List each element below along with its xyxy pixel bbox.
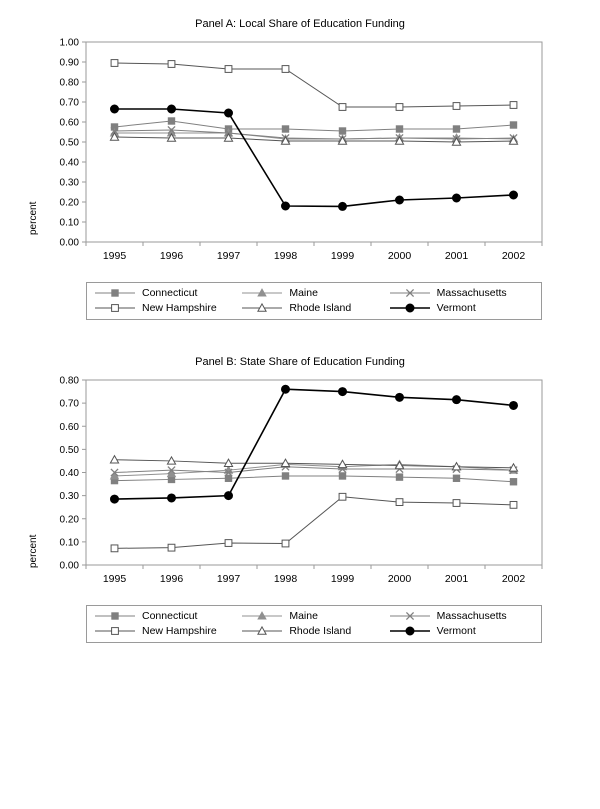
legend-label: Connecticut — [142, 287, 198, 299]
svg-text:1998: 1998 — [273, 250, 298, 262]
legend-marker-triangle-filled-icon — [240, 610, 284, 622]
svg-text:0.30: 0.30 — [59, 491, 79, 503]
svg-text:2001: 2001 — [444, 250, 469, 262]
svg-text:0.10: 0.10 — [59, 537, 79, 549]
svg-text:0.70: 0.70 — [59, 97, 79, 109]
svg-text:1.00: 1.00 — [59, 37, 79, 49]
legend-item — [388, 610, 535, 622]
svg-text:1995: 1995 — [102, 250, 127, 262]
legend-label: Massachusetts — [436, 610, 507, 622]
svg-text:0.70: 0.70 — [59, 398, 79, 410]
legend-item — [240, 610, 387, 622]
svg-text:0.50: 0.50 — [59, 444, 79, 456]
svg-text:0.00: 0.00 — [59, 560, 79, 572]
legend-marker-triangle-open-icon — [240, 302, 284, 314]
legend-marker-cross-x-icon — [388, 287, 432, 299]
panel-b-chart — [0, 368, 600, 603]
legend-item — [240, 302, 387, 314]
legend-marker-triangle-open-icon — [240, 625, 284, 637]
legend-label: New Hampshire — [142, 302, 217, 314]
svg-text:0.40: 0.40 — [59, 157, 79, 169]
legend-item — [93, 302, 240, 314]
panel-b-ylabel: percent — [28, 534, 39, 568]
svg-text:0.40: 0.40 — [59, 468, 79, 479]
legend-label: New Hampshire — [142, 625, 217, 637]
svg-text:0.00: 0.00 — [59, 237, 79, 249]
panel-b-plot — [0, 368, 600, 603]
svg-text:2000: 2000 — [387, 250, 412, 262]
svg-text:0.80: 0.80 — [59, 77, 79, 89]
legend-marker-square-open-icon — [93, 625, 137, 637]
legend-marker-circle-filled-icon — [388, 625, 432, 637]
svg-text:2002: 2002 — [501, 573, 526, 585]
legend-marker-circle-filled-icon — [388, 302, 432, 314]
legend-item — [93, 610, 240, 622]
svg-text:0.30: 0.30 — [59, 177, 79, 189]
panel-a-title: Panel A: Local Share of Education Funding — [195, 18, 405, 30]
svg-text:0.10: 0.10 — [59, 217, 79, 229]
legend-marker-square-open-icon — [93, 302, 137, 314]
svg-text:0.20: 0.20 — [59, 197, 79, 209]
panel-b — [0, 356, 600, 643]
panel-a-chart — [0, 30, 600, 280]
legend-marker-triangle-filled-icon — [240, 287, 284, 299]
svg-text:0.20: 0.20 — [59, 514, 79, 526]
svg-text:1998: 1998 — [273, 573, 298, 585]
legend-label: Vermont — [436, 302, 476, 314]
svg-text:1999: 1999 — [330, 573, 355, 585]
legend-marker-square-filled-icon — [93, 287, 137, 299]
legend-label: Massachusetts — [436, 287, 507, 299]
panel-b-title: Panel B: State Share of Education Funding — [195, 356, 405, 368]
legend-label: Vermont — [436, 625, 476, 637]
legend-label: Connecticut — [142, 610, 198, 622]
svg-text:0.50: 0.50 — [59, 137, 79, 149]
legend-item — [93, 625, 240, 637]
panel-a-plot — [0, 30, 600, 280]
svg-text:1995: 1995 — [102, 573, 127, 585]
svg-text:2000: 2000 — [387, 573, 412, 585]
svg-text:1997: 1997 — [216, 573, 241, 585]
legend-item — [388, 625, 535, 637]
svg-text:0.60: 0.60 — [59, 117, 79, 129]
svg-text:2002: 2002 — [501, 250, 526, 262]
svg-text:1996: 1996 — [159, 573, 184, 585]
svg-text:0.80: 0.80 — [59, 375, 79, 387]
legend-marker-square-filled-icon — [93, 610, 137, 622]
legend-label: Maine — [289, 287, 318, 299]
legend-label: Rhode Island — [289, 625, 352, 637]
legend-item — [240, 625, 387, 637]
legend-label: Rhode Island — [289, 302, 352, 314]
svg-text:2001: 2001 — [444, 573, 469, 585]
panel-a — [0, 18, 600, 320]
svg-text:1997: 1997 — [216, 250, 241, 262]
svg-text:0.60: 0.60 — [59, 421, 79, 433]
legend-marker-cross-x-icon — [388, 610, 432, 622]
svg-text:1999: 1999 — [330, 250, 355, 262]
legend-item — [240, 287, 387, 299]
svg-text:1996: 1996 — [159, 250, 184, 262]
panel-a-legend — [86, 282, 542, 320]
legend-item — [93, 287, 240, 299]
legend-label: Maine — [289, 610, 318, 622]
panel-a-ylabel: percent — [28, 201, 39, 235]
panel-b-legend — [86, 605, 542, 643]
legend-item — [388, 302, 535, 314]
svg-text:0.90: 0.90 — [59, 57, 79, 69]
legend-item — [388, 287, 535, 299]
